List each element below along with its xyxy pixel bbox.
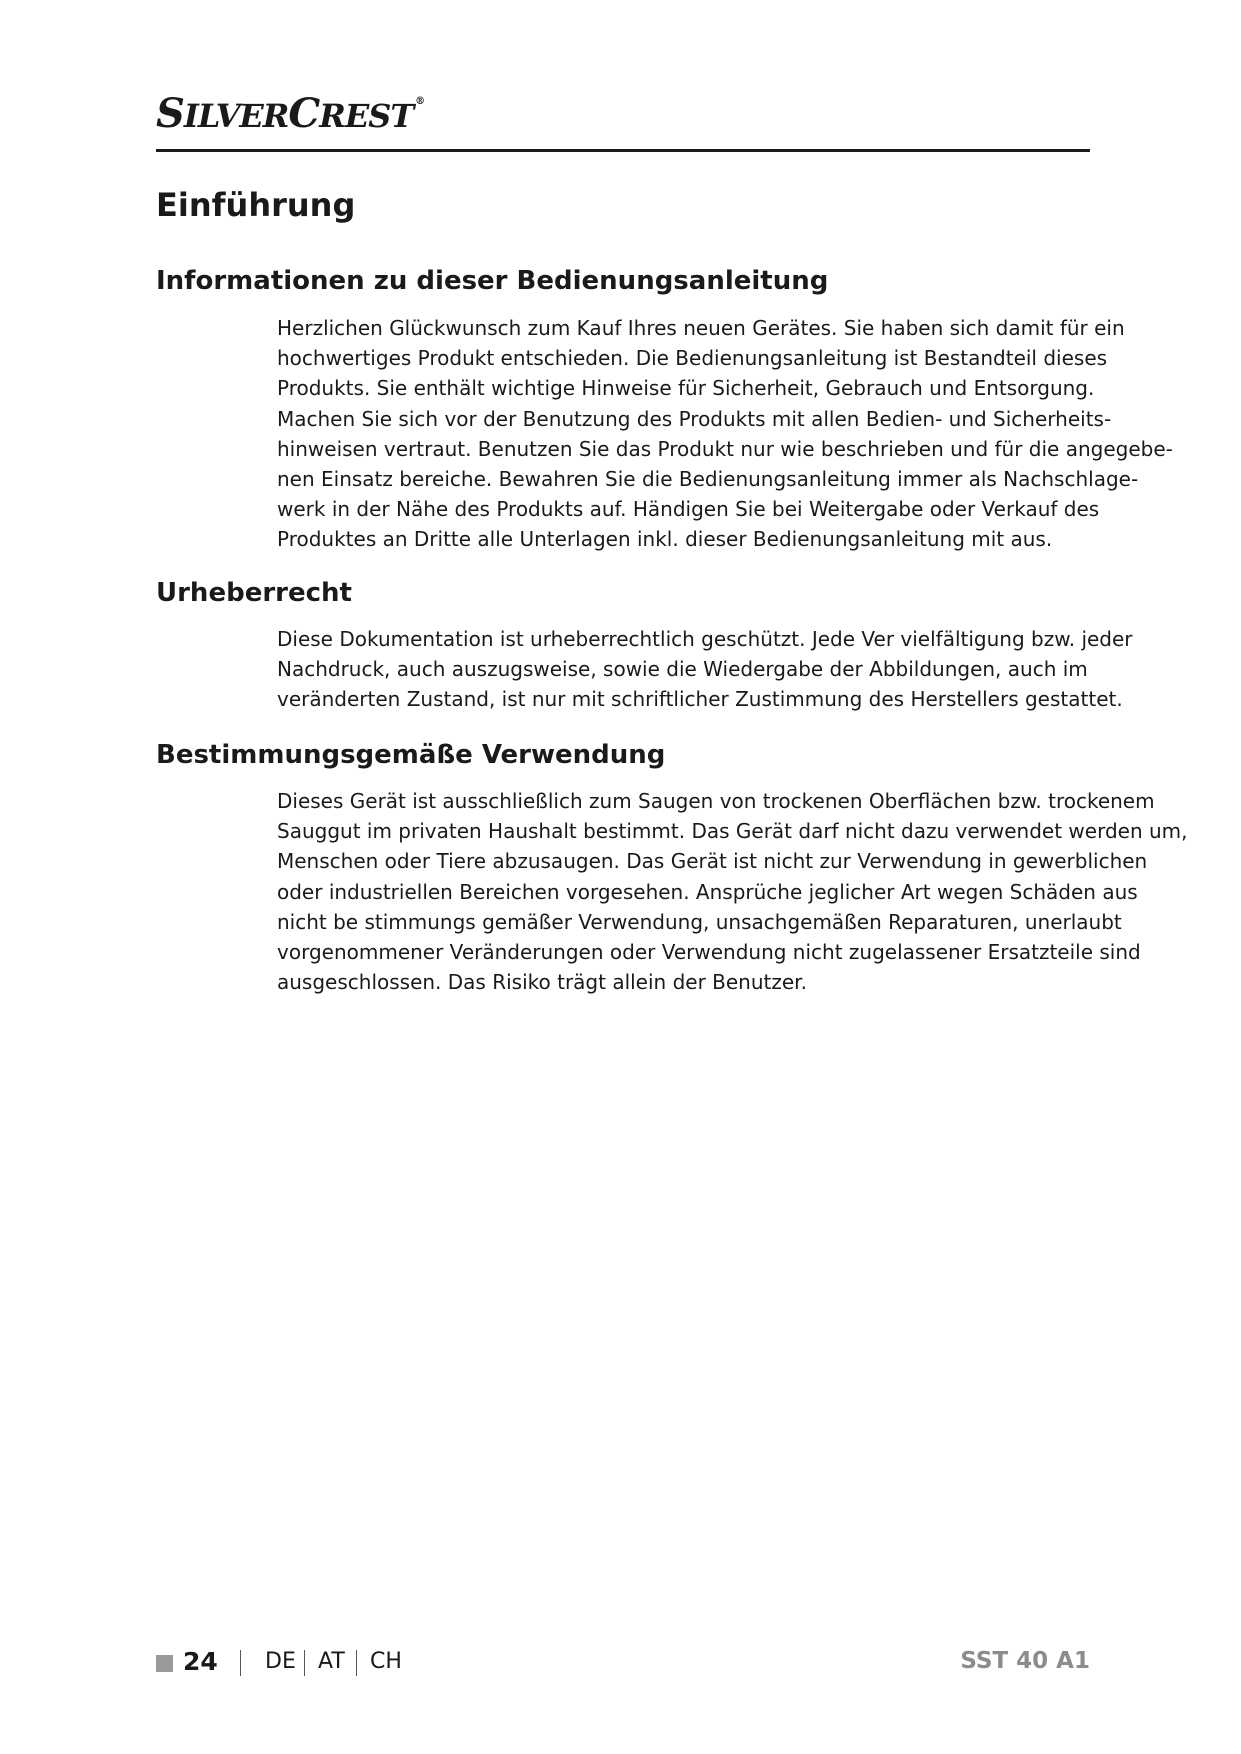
heading-urheberrecht: Urheberrecht <box>156 578 352 608</box>
registered-mark: ® <box>415 96 425 107</box>
logo-letters-rest: REST <box>319 97 414 135</box>
text-line: Dieses Gerät ist ausschließlich zum Saugen von trockenen Oberflächen bzw. trockenem <box>277 789 1155 813</box>
logo-letter-c: C <box>288 90 320 137</box>
paragraph-urheberrecht <box>277 624 1133 715</box>
text-line: hochwertiges Produkt entschieden. Die Bedienungsanleitung ist Bestandteil dieses <box>277 346 1108 371</box>
text-line: nicht be stimmungs gemäßer Verwendung, unsachgemäßen Reparaturen, unerlaubt <box>277 909 1122 934</box>
text-line: Herzlichen Glückwunsch zum Kauf Ihres neuen Gerätes. Sie haben sich damit für ein <box>277 316 1125 340</box>
text-line: Produkts. Sie enthält wichtige Hinweise für Sicherheit, Gebrauch und Entsorgung. <box>277 376 1095 401</box>
heading-informationen: Informationen zu dieser Bedienungsanleitung <box>156 266 829 296</box>
text-line: vorgenommener Veränderungen oder Verwendung nicht zugelassener Ersatzteile sind <box>277 940 1141 965</box>
text-line: oder industriellen Bereichen vorgesehen. Ansprüche jeglicher Art wegen Schäden aus <box>277 879 1138 904</box>
heading-verwendung: Bestimmungsgemäße Verwendung <box>156 740 666 770</box>
text-line: veränderten Zustand, ist nur mit schriftlicher Zustimmung des Herstellers gestattet. <box>277 687 1123 712</box>
text-line: Nachdruck, auch auszugsweise, sowie die Wiedergabe der Abbildungen, auch im <box>277 657 1088 682</box>
text-line: Machen Sie sich vor der Benutzung des Produkts mit allen Bedien- und Sicherheits- <box>277 406 1112 431</box>
logo-letter-s: S <box>156 90 184 137</box>
page-title: Einführung <box>156 186 356 224</box>
text-line: Menschen oder Tiere abzusaugen. Das Gerät ist nicht zur Verwendung in gewerblichen <box>277 849 1148 874</box>
language-ch: CH <box>370 1649 402 1674</box>
logo-letters-ilver: ILVER <box>183 97 289 135</box>
text-line: ausgeschlossen. Das Risiko trägt allein der Benutzer. <box>277 970 807 995</box>
model-number: SST 40 A1 <box>960 1648 1090 1674</box>
page-number: 24 <box>183 1647 218 1676</box>
text-line: Produktes an Dritte alle Unterlagen inkl. dieser Bedienungsanleitung mit aus. <box>277 527 1053 552</box>
language-de: DE <box>265 1649 296 1674</box>
header-rule <box>156 149 1090 152</box>
footer-divider <box>356 1650 357 1676</box>
text-line: Sauggut im privaten Haushalt bestimmt. Das Gerät darf nicht dazu verwendet werden um, <box>277 819 1188 844</box>
square-marker-icon <box>156 1655 173 1672</box>
silvercrest-logo <box>156 90 424 137</box>
paragraph-verwendung <box>277 786 1188 997</box>
paragraph-informationen <box>277 313 1173 555</box>
text-line: Diese Dokumentation ist urheberrechtlich geschützt. Jede Ver vielfältigung bzw. jeder <box>277 627 1133 651</box>
text-line: werk in der Nähe des Produkts auf. Händigen Sie bei Weitergabe oder Verkauf des <box>277 497 1100 522</box>
page-footer <box>156 1646 1090 1682</box>
language-at: AT <box>318 1649 345 1674</box>
footer-divider <box>240 1650 241 1676</box>
text-line: hinweisen vertraut. Benutzen Sie das Produkt nur wie beschrieben und für die angegebe- <box>277 436 1173 461</box>
footer-divider <box>304 1650 305 1676</box>
text-line: nen Einsatz bereiche. Bewahren Sie die Bedienungsanleitung immer als Nachschlage- <box>277 467 1139 492</box>
